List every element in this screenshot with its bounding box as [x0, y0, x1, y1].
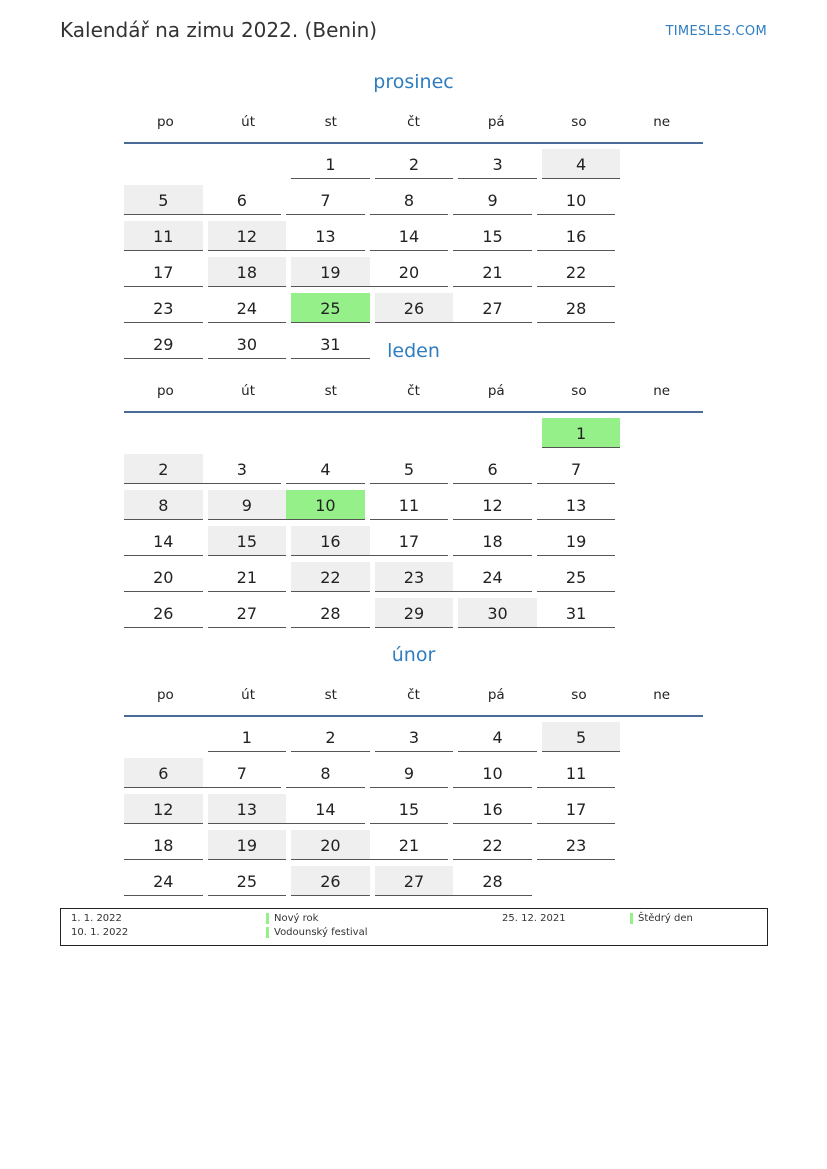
day-cell: 14 — [286, 794, 365, 824]
day-cell: 6 — [124, 758, 203, 788]
day-cell: 26 — [124, 598, 203, 628]
holiday-day-cell: 10 — [286, 490, 365, 520]
weekday-label: ne — [653, 687, 671, 703]
day-cell: 12 — [124, 794, 203, 824]
day-cell: 23 — [537, 830, 616, 860]
day-cell: 12 — [208, 221, 287, 251]
day-cell: 27 — [375, 866, 454, 896]
day-cell: 4 — [286, 454, 365, 484]
day-cell: 8 — [286, 758, 365, 788]
day-cell: 11 — [537, 758, 616, 788]
weekday-label: čt — [407, 114, 420, 130]
weekday-label: čt — [407, 687, 420, 703]
holiday-day-cell: 1 — [542, 418, 621, 448]
legend-holiday-name: Nový rok — [266, 913, 318, 924]
day-cell: 30 — [458, 598, 537, 628]
brand-link[interactable]: TIMESLES.COM — [665, 24, 767, 39]
weekday-label: út — [241, 383, 255, 399]
day-cell: 13 — [286, 221, 365, 251]
empty-cell — [124, 149, 203, 179]
empty-cell — [124, 722, 203, 752]
day-cell: 1 — [291, 149, 370, 179]
day-grid — [124, 717, 703, 902]
day-cell: 3 — [203, 454, 282, 484]
empty-cell — [375, 418, 454, 448]
day-cell: 20 — [124, 562, 203, 592]
day-cell: 5 — [124, 185, 203, 215]
day-cell: 28 — [291, 598, 370, 628]
day-cell: 4 — [542, 149, 621, 179]
day-cell: 13 — [208, 794, 287, 824]
day-cell: 9 — [370, 758, 449, 788]
day-cell: 16 — [453, 794, 532, 824]
weekday-header — [124, 102, 703, 142]
day-cell: 24 — [208, 293, 287, 323]
weekday-label: so — [571, 114, 587, 130]
day-cell: 21 — [370, 830, 449, 860]
weekday-label: po — [156, 687, 174, 703]
day-cell: 28 — [453, 866, 532, 896]
weekday-label: čt — [407, 383, 420, 399]
day-cell: 29 — [375, 598, 454, 628]
day-cell: 20 — [291, 830, 370, 860]
empty-cell — [458, 418, 537, 448]
weekday-label: so — [571, 687, 587, 703]
day-cell: 24 — [453, 562, 532, 592]
day-grid — [124, 413, 703, 634]
day-cell: 23 — [375, 562, 454, 592]
day-cell: 15 — [208, 526, 287, 556]
day-cell: 8 — [370, 185, 449, 215]
weekday-label: so — [571, 383, 587, 399]
day-cell: 21 — [208, 562, 287, 592]
day-cell: 2 — [124, 454, 203, 484]
day-cell: 7 — [537, 454, 616, 484]
day-grid — [124, 144, 703, 365]
day-cell: 10 — [453, 758, 532, 788]
page-title: Kalendář na zimu 2022. (Benin) — [60, 18, 378, 42]
day-cell: 13 — [537, 490, 616, 520]
day-cell: 25 — [537, 562, 616, 592]
weekday-label: ne — [653, 383, 671, 399]
empty-cell — [291, 418, 370, 448]
legend-holiday-name: Vodounský festival — [266, 927, 367, 938]
day-cell: 9 — [208, 490, 287, 520]
day-cell: 22 — [453, 830, 532, 860]
empty-cell — [124, 418, 203, 448]
weekday-label: st — [324, 383, 337, 399]
weekday-label: pá — [487, 383, 505, 399]
day-cell: 16 — [537, 221, 616, 251]
day-cell: 15 — [453, 221, 532, 251]
day-cell: 1 — [208, 722, 287, 752]
weekday-label: po — [156, 383, 174, 399]
month-prosinec — [124, 68, 703, 365]
day-cell: 17 — [124, 257, 203, 287]
weekday-label: ne — [653, 114, 671, 130]
month-title: leden — [387, 340, 440, 362]
day-cell: 24 — [124, 866, 203, 896]
day-cell: 7 — [286, 185, 365, 215]
empty-cell — [208, 418, 287, 448]
day-cell: 8 — [124, 490, 203, 520]
day-cell: 11 — [370, 490, 449, 520]
empty-cell — [208, 149, 287, 179]
holiday-day-cell: 25 — [291, 293, 370, 323]
day-cell: 31 — [291, 329, 370, 359]
day-cell: 19 — [537, 526, 616, 556]
legend-date: 25. 12. 2021 — [502, 913, 566, 924]
day-cell: 7 — [203, 758, 282, 788]
weekday-label: pá — [487, 114, 505, 130]
month-title: prosinec — [373, 71, 454, 93]
day-cell: 2 — [375, 149, 454, 179]
day-cell: 25 — [208, 866, 287, 896]
day-cell: 30 — [208, 329, 287, 359]
day-cell: 17 — [370, 526, 449, 556]
day-cell: 27 — [453, 293, 532, 323]
day-cell: 22 — [291, 562, 370, 592]
legend-date: 1. 1. 2022 — [71, 913, 122, 924]
day-cell: 31 — [537, 598, 616, 628]
day-cell: 23 — [124, 293, 203, 323]
day-cell: 5 — [542, 722, 621, 752]
day-cell: 20 — [370, 257, 449, 287]
day-cell: 3 — [458, 149, 537, 179]
day-cell: 6 — [203, 185, 282, 215]
month-leden — [124, 337, 703, 634]
day-cell: 27 — [208, 598, 287, 628]
day-cell: 6 — [453, 454, 532, 484]
month-unor — [124, 641, 703, 902]
weekday-label: út — [241, 114, 255, 130]
weekday-label: st — [324, 687, 337, 703]
day-cell: 15 — [370, 794, 449, 824]
day-cell: 29 — [124, 329, 203, 359]
legend-date: 10. 1. 2022 — [71, 927, 129, 938]
day-cell: 5 — [370, 454, 449, 484]
day-cell: 26 — [375, 293, 454, 323]
month-title: únor — [391, 644, 436, 666]
day-cell: 14 — [124, 526, 203, 556]
weekday-header — [124, 371, 703, 411]
day-cell: 21 — [453, 257, 532, 287]
day-cell: 16 — [291, 526, 370, 556]
weekday-label: pá — [487, 687, 505, 703]
day-cell: 3 — [375, 722, 454, 752]
weekday-label: út — [241, 687, 255, 703]
day-cell: 14 — [370, 221, 449, 251]
day-cell: 19 — [291, 257, 370, 287]
weekday-label: po — [156, 114, 174, 130]
day-cell: 17 — [537, 794, 616, 824]
legend-holiday-name: Štědrý den — [630, 913, 693, 924]
day-cell: 28 — [537, 293, 616, 323]
day-cell: 2 — [291, 722, 370, 752]
day-cell: 12 — [453, 490, 532, 520]
day-cell: 11 — [124, 221, 203, 251]
day-cell: 19 — [208, 830, 287, 860]
weekday-header — [124, 675, 703, 715]
day-cell: 4 — [458, 722, 537, 752]
day-cell: 10 — [537, 185, 616, 215]
weekday-label: st — [324, 114, 337, 130]
day-cell: 9 — [453, 185, 532, 215]
day-cell: 18 — [124, 830, 203, 860]
day-cell: 18 — [453, 526, 532, 556]
day-cell: 18 — [208, 257, 287, 287]
holiday-legend — [60, 908, 768, 946]
day-cell: 22 — [537, 257, 616, 287]
day-cell: 26 — [291, 866, 370, 896]
